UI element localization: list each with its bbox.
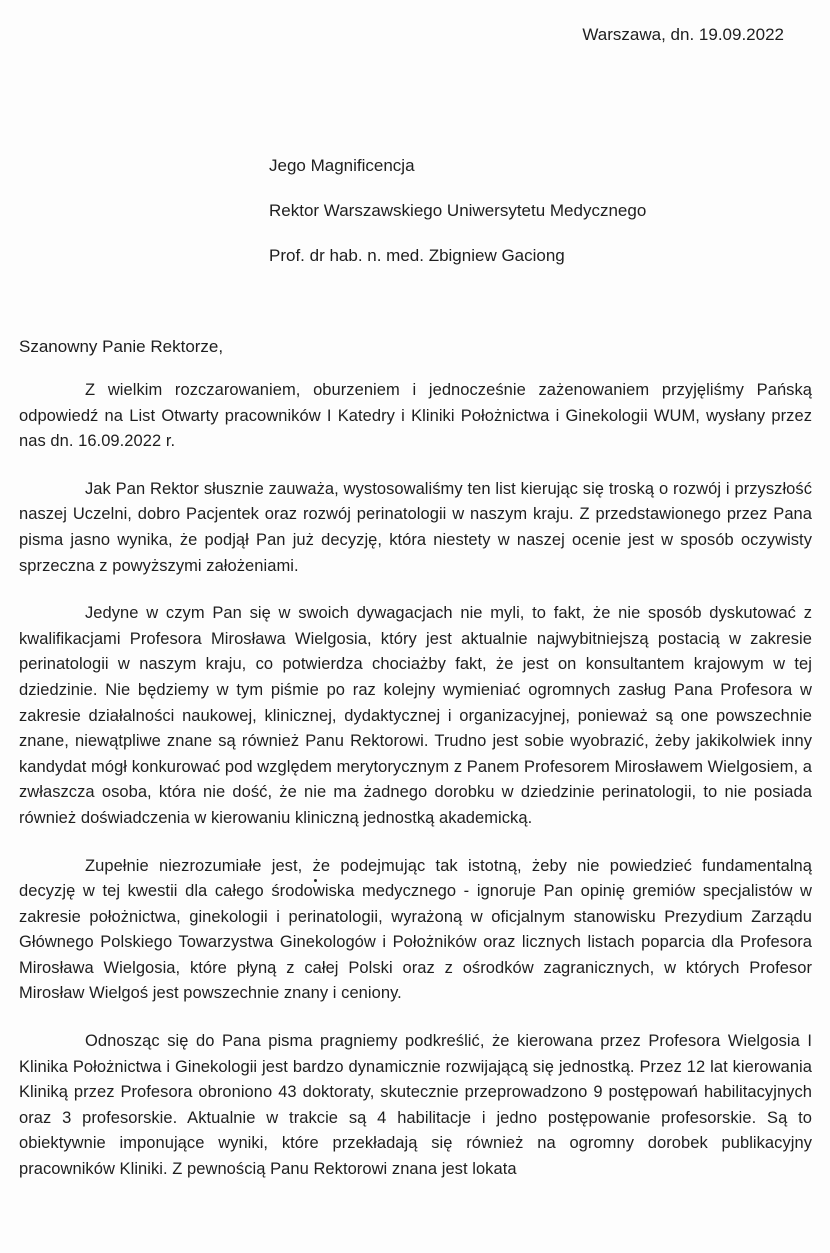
date-line: Warszawa, dn. 19.09.2022 (582, 25, 784, 44)
addressee-title: Jego Magnificencja (269, 156, 415, 175)
salutation: Szanowny Panie Rektorze, (19, 337, 224, 356)
paragraph: Z wielkim rozczarowaniem, oburzeniem i jednocześnie zażenowaniem przyjęliśmy Pańską odpowiedź na List Otwarty pracowników I Katedry i Kliniki Położnictwa i Ginekologii WUM, wysłany przez nas dn. 16.09.2022 r. (19, 381, 812, 451)
scan-speck (314, 879, 317, 882)
addressee-position: Rektor Warszawskiego Uniwersytetu Medycznego (269, 201, 647, 220)
addressee-name: Prof. dr hab. n. med. Zbigniew Gaciong (269, 246, 565, 265)
paragraph: Jak Pan Rektor słusznie zauważa, wystosowaliśmy ten list kierując się troską o rozwój i przyszłość naszej Uczelni, dobro Pacjentek oraz rozwój perinatologii w naszym kraju. Z przedstawionego przez Pana pisma jasno wynika, że podjął Pan już decyzję, która niestety w naszej ocenie jest w sposób oczywisty sprzeczna z powyższymi założeniami. (19, 479, 812, 575)
paragraph: Zupełnie niezrozumiałe jest, że podejmując tak istotną, żeby nie powiedzieć fundamentalną decyzję w tej kwestii dla całego środowiska medycznego - ignoruje Pan opinię gremiów specjalistów w zakresie położnictwa, ginekologii i perinatologii, wyrażoną w oficjalnym stanowisku Prezydium Zarządu Głównego Polskiego Towarzystwa Ginekologów i Położników oraz licznych listach poparcia dla Profesora Mirosława Wielgosia, które płyną z całej Polski oraz z ośrodków zagranicznych, w których Profesor Mirosław Wielgoś jest powszechnie znany i ceniony. (19, 856, 812, 1003)
letter-body (19, 378, 812, 1205)
addressee-block (269, 154, 646, 289)
paragraph: Odnosząc się do Pana pisma pragniemy podkreślić, że kierowana przez Profesora Wielgosia I Klinika Położnictwa i Ginekologii jest bardzo dynamicznie rozwijającą się jednostką. Przez 12 lat kierowania Kliniką przez Profesora obroniono 43 doktoraty, skutecznie przeprowadzono 9 postępowań habilitacyjnych oraz 3 profesorskie. Aktualnie w trakcie są 4 habilitacje i jedno postępowanie profesorskie. Są to obiektywnie imponujące wyniki, które przekładają się również na ogromny dorobek publikacyjny pracowników Kliniki. Z pewnością Panu Rektorowi znana jest lokata (19, 1032, 812, 1179)
paragraph: Jedyne w czym Pan się w swoich dywagacjach nie myli, to fakt, że nie sposób dyskutować z kwalifikacjami Profesora Mirosława Wielgosia, który jest aktualnie najwybitniejszą postacią w zakresie perinatologii w naszym kraju, co potwierdza chociażby fakt, że jest on konsultantem krajowym w tej dziedzinie. Nie będziemy w tym piśmie po raz kolejny wymieniać ogromnych zasług Pana Profesora w zakresie działalności naukowej, klinicznej, dydaktycznej i organizacyjnej, ponieważ są one powszechnie znane, niewątpliwe znane są również Panu Rektorowi. Trudno jest sobie wyobrazić, żeby jakikolwiek inny kandydat mógł konkurować pod względem merytorycznym z Panem Profesorem Mirosławem Wielgosiem, a zwłaszcza osoba, która nie dość, że nie ma żadnego dorobku w dziedzinie perinatologii, to nie posiada również doświadczenia w kierowaniu kliniczną jednostką akademicką. (19, 604, 812, 827)
